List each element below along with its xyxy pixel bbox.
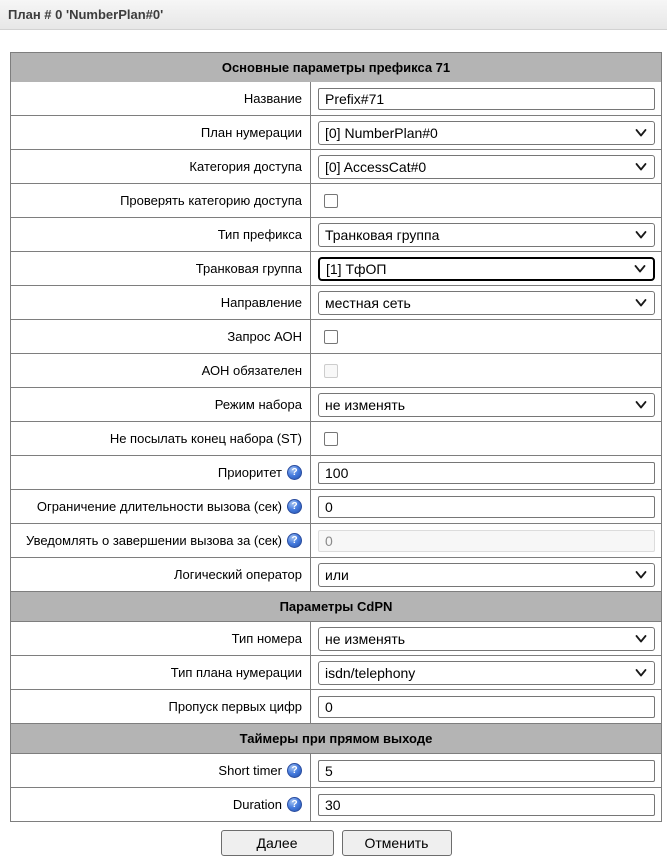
field-label: Duration	[232, 797, 282, 812]
select-value: [0] AccessCat#0	[325, 158, 427, 175]
chevron-down-icon	[635, 634, 647, 643]
page-title: План # 0 'NumberPlan#0'	[8, 7, 164, 22]
field-label: Не посылать конец набора (ST)	[109, 431, 302, 446]
chevron-down-icon	[635, 162, 647, 171]
select-value: не изменять	[325, 396, 406, 413]
numbering-plan-type-select[interactable]	[318, 661, 655, 685]
form-row-priority	[11, 455, 661, 489]
field-label: Название	[243, 91, 302, 106]
select-value: Транковая группа	[325, 226, 440, 243]
help-icon[interactable]: ?	[287, 499, 302, 514]
form-actions	[10, 830, 662, 856]
chevron-down-icon	[635, 230, 647, 239]
field-label: Приоритет	[217, 465, 282, 480]
form-row-number-type	[11, 621, 661, 655]
field-label: Тип номера	[231, 631, 302, 646]
chevron-down-icon	[635, 298, 647, 307]
direction-select[interactable]	[318, 291, 655, 315]
form-row-numbering-plan	[11, 115, 661, 149]
short-timer-input[interactable]	[318, 760, 655, 782]
no-end-of-dial-checkbox[interactable]	[324, 432, 338, 446]
call-end-notify-input	[318, 530, 655, 552]
form-row-no-st	[11, 421, 661, 455]
access-category-select[interactable]	[318, 155, 655, 179]
help-icon[interactable]: ?	[287, 533, 302, 548]
field-label: Категория доступа	[189, 159, 302, 174]
field-label: Тип префикса	[217, 227, 302, 242]
priority-input[interactable]	[318, 462, 655, 484]
aon-required-checkbox	[324, 364, 338, 378]
name-input[interactable]	[318, 88, 655, 110]
select-value: местная сеть	[325, 294, 411, 311]
number-type-select[interactable]	[318, 627, 655, 651]
field-label: Ограничение длительности вызова (сек)	[36, 499, 282, 514]
prefix-type-select[interactable]	[318, 223, 655, 247]
prefix-settings-form	[10, 52, 662, 822]
field-label: Транковая группа	[195, 261, 302, 276]
call-duration-limit-input[interactable]	[318, 496, 655, 518]
chevron-down-icon	[634, 264, 646, 273]
section-header-main-params: Основные параметры префикса 71	[11, 53, 661, 82]
logical-operator-select[interactable]	[318, 563, 655, 587]
chevron-down-icon	[635, 668, 647, 677]
form-row-duration	[11, 787, 661, 821]
check-access-category-checkbox[interactable]	[324, 194, 338, 208]
select-value: [0] NumberPlan#0	[325, 124, 438, 141]
form-row-short-timer	[11, 753, 661, 787]
form-row-dial-mode	[11, 387, 661, 421]
numbering-plan-select[interactable]	[318, 121, 655, 145]
dial-mode-select[interactable]	[318, 393, 655, 417]
field-label: Пропуск первых цифр	[168, 699, 302, 714]
form-row-access-category	[11, 149, 661, 183]
form-row-prefix-type	[11, 217, 661, 251]
page-header	[0, 0, 667, 30]
form-row-trunk-group	[11, 251, 661, 285]
help-icon[interactable]: ?	[287, 763, 302, 778]
form-row-check-access-category	[11, 183, 661, 217]
form-row-skip-digits	[11, 689, 661, 723]
field-label: Логический оператор	[173, 567, 302, 582]
help-icon[interactable]: ?	[287, 465, 302, 480]
form-row-logical-operator	[11, 557, 661, 591]
field-label: План нумерации	[200, 125, 302, 140]
chevron-down-icon	[635, 400, 647, 409]
field-label: Запрос АОН	[227, 329, 302, 344]
form-row-aon-request	[11, 319, 661, 353]
next-button[interactable]: Далее	[221, 830, 334, 856]
trunk-group-select[interactable]	[318, 257, 655, 281]
chevron-down-icon	[635, 128, 647, 137]
field-label: Уведомлять о завершении вызова за (сек)	[26, 533, 282, 548]
field-label: Тип плана нумерации	[170, 665, 302, 680]
chevron-down-icon	[635, 570, 647, 579]
field-label: Short timer	[218, 763, 282, 778]
form-row-direction	[11, 285, 661, 319]
select-value: isdn/telephony	[325, 664, 416, 681]
form-row-numbering-plan-type	[11, 655, 661, 689]
form-row-aon-required	[11, 353, 661, 387]
field-label: Проверять категорию доступа	[120, 193, 302, 208]
select-value: или	[325, 566, 349, 583]
field-label: Режим набора	[214, 397, 302, 412]
aon-request-checkbox[interactable]	[324, 330, 338, 344]
section-header-timers: Таймеры при прямом выходе	[11, 723, 661, 753]
section-header-cdpn: Параметры CdPN	[11, 591, 661, 621]
form-row-name	[11, 82, 661, 115]
cancel-button[interactable]: Отменить	[342, 830, 452, 856]
form-row-end-notify	[11, 523, 661, 557]
duration-input[interactable]	[318, 794, 655, 816]
select-value: [1] ТфОП	[326, 260, 387, 277]
field-label: Направление	[220, 295, 302, 310]
skip-first-digits-input[interactable]	[318, 696, 655, 718]
help-icon[interactable]: ?	[287, 797, 302, 812]
select-value: не изменять	[325, 630, 406, 647]
field-label: АОН обязателен	[201, 363, 302, 378]
form-row-duration-limit	[11, 489, 661, 523]
